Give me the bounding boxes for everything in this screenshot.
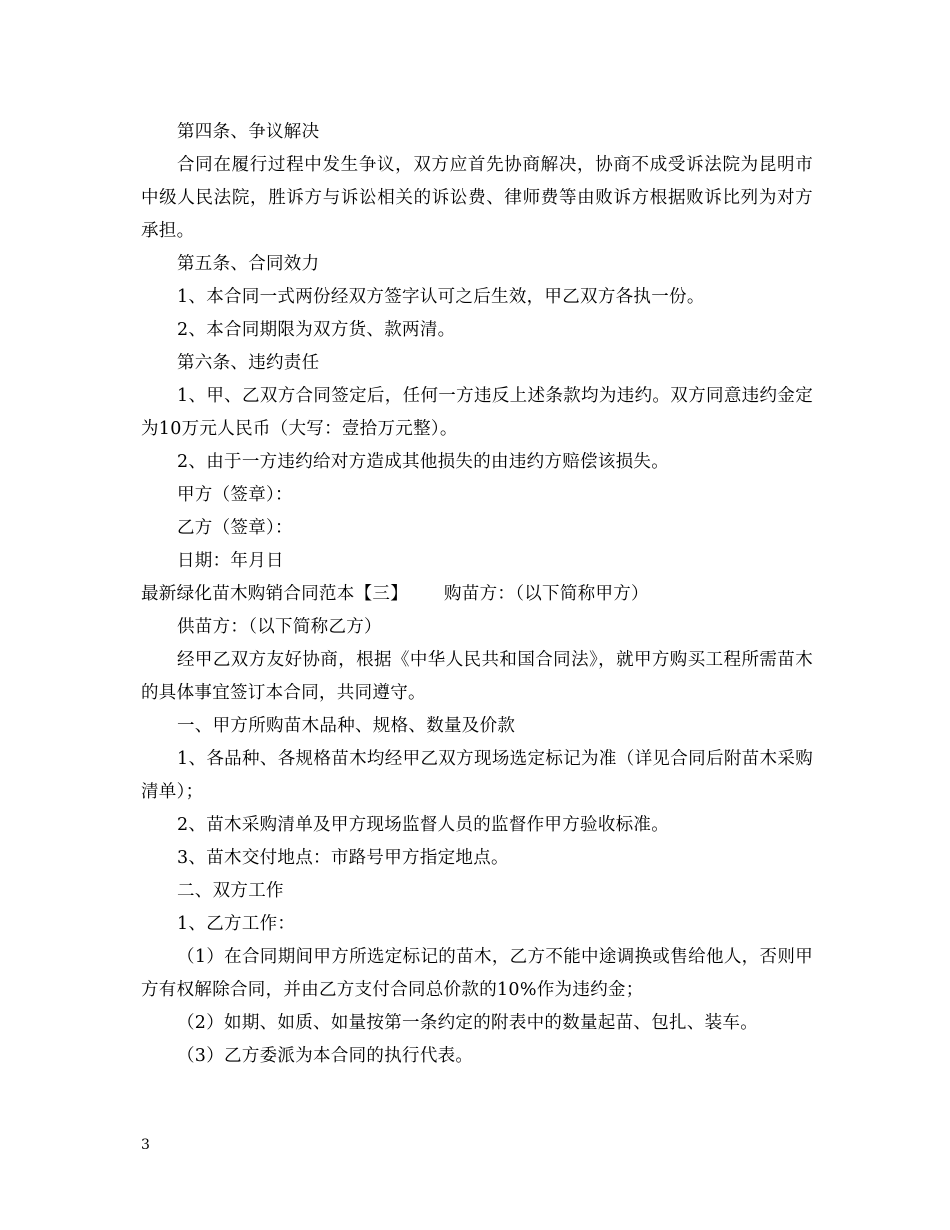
section2-sub1-item2: （2）如期、如质、如量按第一条约定的附表中的数量起苗、包扎、装车。	[177, 1013, 759, 1033]
page-number: 3	[141, 1137, 150, 1153]
article6-heading: 第六条、违约责任	[177, 353, 320, 373]
section2-sub1: 1、乙方工作：	[177, 914, 296, 934]
contract3-title-line	[141, 578, 813, 611]
party-a-signature: 甲方（签章）：	[177, 485, 293, 505]
supplier-line: 供苗方：（以下简称乙方）	[177, 617, 382, 637]
party-b-signature: 乙方（签章）：	[177, 518, 293, 538]
document-body	[141, 116, 813, 1073]
article5-heading: 第五条、合同效力	[177, 254, 320, 274]
article4-body: 合同在履行过程中发生争议，双方应首先协商解决，协商不成受诉法院为昆明市中级人民法院，胜诉方与诉讼相关的诉讼费、律师费等由败诉方根据败诉比列为对方承担。	[141, 155, 813, 241]
article5-item1: 1、本合同一式两份经双方签字认可之后生效，甲乙双方各执一份。	[177, 287, 705, 307]
date-line: 日期：年月日	[177, 551, 284, 571]
preamble: 经甲乙双方友好协商，根据《中华人民共和国合同法》，就甲方购买工程所需苗木的具体事宜签订本合同，共同遵守。	[141, 650, 813, 703]
buyer-line: 购苗方：（以下简称甲方）	[444, 584, 649, 604]
article6-item1: 1、甲、乙双方合同签定后，任何一方违反上述条款均为违约。双方同意违约金定为10万元人民币（大写：壹拾万元整）。	[141, 386, 813, 439]
section2-sub1-item3: （3）乙方委派为本合同的执行代表。	[177, 1046, 474, 1066]
contract3-title: 最新绿化苗木购销合同范本【三】	[141, 584, 408, 604]
article4-heading: 第四条、争议解决	[177, 122, 320, 142]
section1-item2: 2、苗木采购清单及甲方现场监督人员的监督作甲方验收标准。	[177, 815, 670, 835]
section2-sub1-item1: （1）在合同期间甲方所选定标记的苗木，乙方不能中途调换或售给他人，否则甲方有权解除合同，并由乙方支付合同总价款的10%作为违约金；	[141, 947, 813, 1000]
article6-item2: 2、由于一方违约给对方造成其他损失的由违约方赔偿该损失。	[177, 452, 670, 472]
section1-heading: 一、甲方所购苗木品种、规格、数量及价款	[177, 716, 516, 736]
article5-item2: 2、本合同期限为双方货、款两清。	[177, 320, 456, 340]
section2-heading: 二、双方工作	[177, 881, 284, 901]
section1-item3: 3、苗木交付地点：市路号甲方指定地点。	[177, 848, 509, 868]
section1-item1: 1、各品种、各规格苗木均经甲乙双方现场选定标记为准（详见合同后附苗木采购清单）；	[141, 749, 813, 802]
